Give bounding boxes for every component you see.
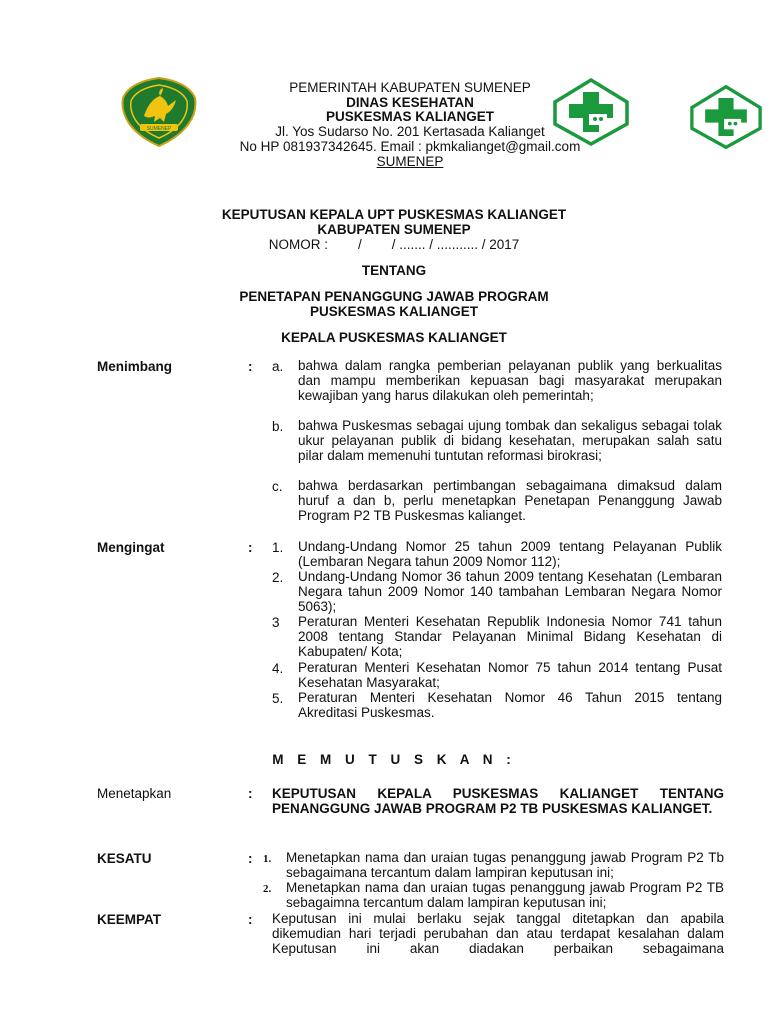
kesatu-item-text: Menetapkan nama dan uraian tugas penanggung jawab Program P2 TB sebagaimna tercantum dalam lampiran keputusan ini; [286,880,724,910]
menetapkan-text: KEPUTUSAN KEPALA PUSKESMAS KALIANGET TENTANG PENANGGUNG JAWAB PROGRAM P2 TB PUSKESMAS KALIANGET. [272,786,724,816]
menetapkan-label: Menetapkan [97,786,172,801]
keempat-label: KEEMPAT [97,912,161,927]
kesatu-label: KESATU [97,851,152,866]
mengingat-item-marker: 4. [272,661,284,676]
kesatu-item-marker: 1. [263,853,272,865]
menetapkan-colon: : [248,786,253,801]
letterhead-address: Jl. Yos Sudarso No. 201 Kertasada Kalianget [275,124,545,139]
decree-title-regency: KABUPATEN SUMENEP [317,222,471,237]
letterhead-government: PEMERINTAH KABUPATEN SUMENEP [289,80,531,95]
menimbang-label: Menimbang [97,359,173,374]
menimbang-item-text: bahwa berdasarkan pertimbangan sebagaimana dimaksud dalam huruf a dan b, perlu menetapkan Penetapan Penanggung Jawab Program P2 TB Puskesmas kalianget. [298,478,722,523]
mengingat-item-marker: 3 [272,615,280,630]
mengingat-item-marker: 2. [272,570,284,585]
decree-number: NOMOR : / / ....... / ........... / 2017 [268,237,520,252]
mengingat-item-marker: 5. [272,691,284,706]
mengingat-item-text: Peraturan Menteri Kesehatan Nomor 46 Tahun 2015 tentang Akreditasi Puskesmas. [298,690,722,720]
mengingat-item-text: Undang-Undang Nomor 25 tahun 2009 tentang Pelayanan Publik (Lembaran Negara tahun 2009 Nomor 112); [298,539,722,569]
mengingat-label: Mengingat [97,540,165,555]
keempat-colon: : [248,912,253,927]
kesatu-colon: : [248,851,253,866]
menimbang-item-text: bahwa dalam rangka pemberian pelayanan publik yang berkualitas dan mampu memberikan kepuasan bagi masyarakat merupakan kewajiban yang harus dilakukan oleh pemerintah; [298,358,722,403]
letterhead-contact: No HP 081937342645. Email : pkmkalianget@gmail.com [239,139,581,154]
memutuskan-heading: M E M U T U S K A N : [272,752,516,767]
letterhead-city: SUMENEP [376,154,444,169]
decree-subject-line2: PUSKESMAS KALIANGET [309,304,478,319]
menimbang-item-marker: c. [272,479,283,494]
tentang-heading: TENTANG [361,263,427,278]
keempat-text: Keputusan ini mulai berlaku sejak tanggal ditetapkan dan apabila dikemudian hari terjadi perubahan dan atau terdapat kesalahan dalam Keputusan ini akan diadakan perbaikan sebagaimana [272,911,724,956]
mengingat-item-text: Peraturan Menteri Kesehatan Republik Indonesia Nomor 741 tahun 2008 tentang Standar Pelayanan Minimal Bidang Kesehatan di Kabupaten/ Kota; [298,614,722,659]
puskesmas-logo-icon-secondary [690,84,762,150]
sumenep-regency-emblem-icon [120,76,198,148]
decree-title: KEPUTUSAN KEPALA UPT PUSKESMAS KALIANGET [221,207,567,222]
kesatu-item-marker: 2. [263,883,272,895]
mengingat-item-text: Peraturan Menteri Kesehatan Nomor 75 tahun 2014 tentang Pusat Kesehatan Masyarakat; [298,660,722,690]
letterhead-institution: PUSKESMAS KALIANGET [325,109,494,124]
menimbang-item-marker: a. [272,359,284,374]
menimbang-item-text: bahwa Puskesmas sebagai ujung tombak dan sekaligus sebagai tolak ukur pelayanan publik di bidang kesehatan, merupakan salah satu pilar dalam memenuhi tuntutan reformasi birokrasi; [298,418,722,463]
decree-issuer: KEPALA PUSKESMAS KALIANGET [281,330,507,345]
decree-subject-line1: PENETAPAN PENANGGUNG JAWAB PROGRAM [239,289,549,304]
mengingat-colon: : [248,540,253,555]
menimbang-colon: : [248,359,253,374]
kesatu-item-text: Menetapkan nama dan uraian tugas penanggung jawab Program P2 Tb sebagaimana tercantum dalam lampiran keputusan ini; [286,850,724,880]
emblem-band-text: SUMENEP [146,126,172,132]
mengingat-item-text: Undang-Undang Nomor 36 tahun 2009 tentang Kesehatan (Lembaran Negara tahun 2009 Nomor 140 tambahan Lembaran Negara Nomor 5063); [298,569,722,614]
letterhead-department: DINAS KESEHATAN [346,95,474,110]
mengingat-item-marker: 1. [272,540,284,555]
menimbang-item-marker: b. [272,419,284,434]
